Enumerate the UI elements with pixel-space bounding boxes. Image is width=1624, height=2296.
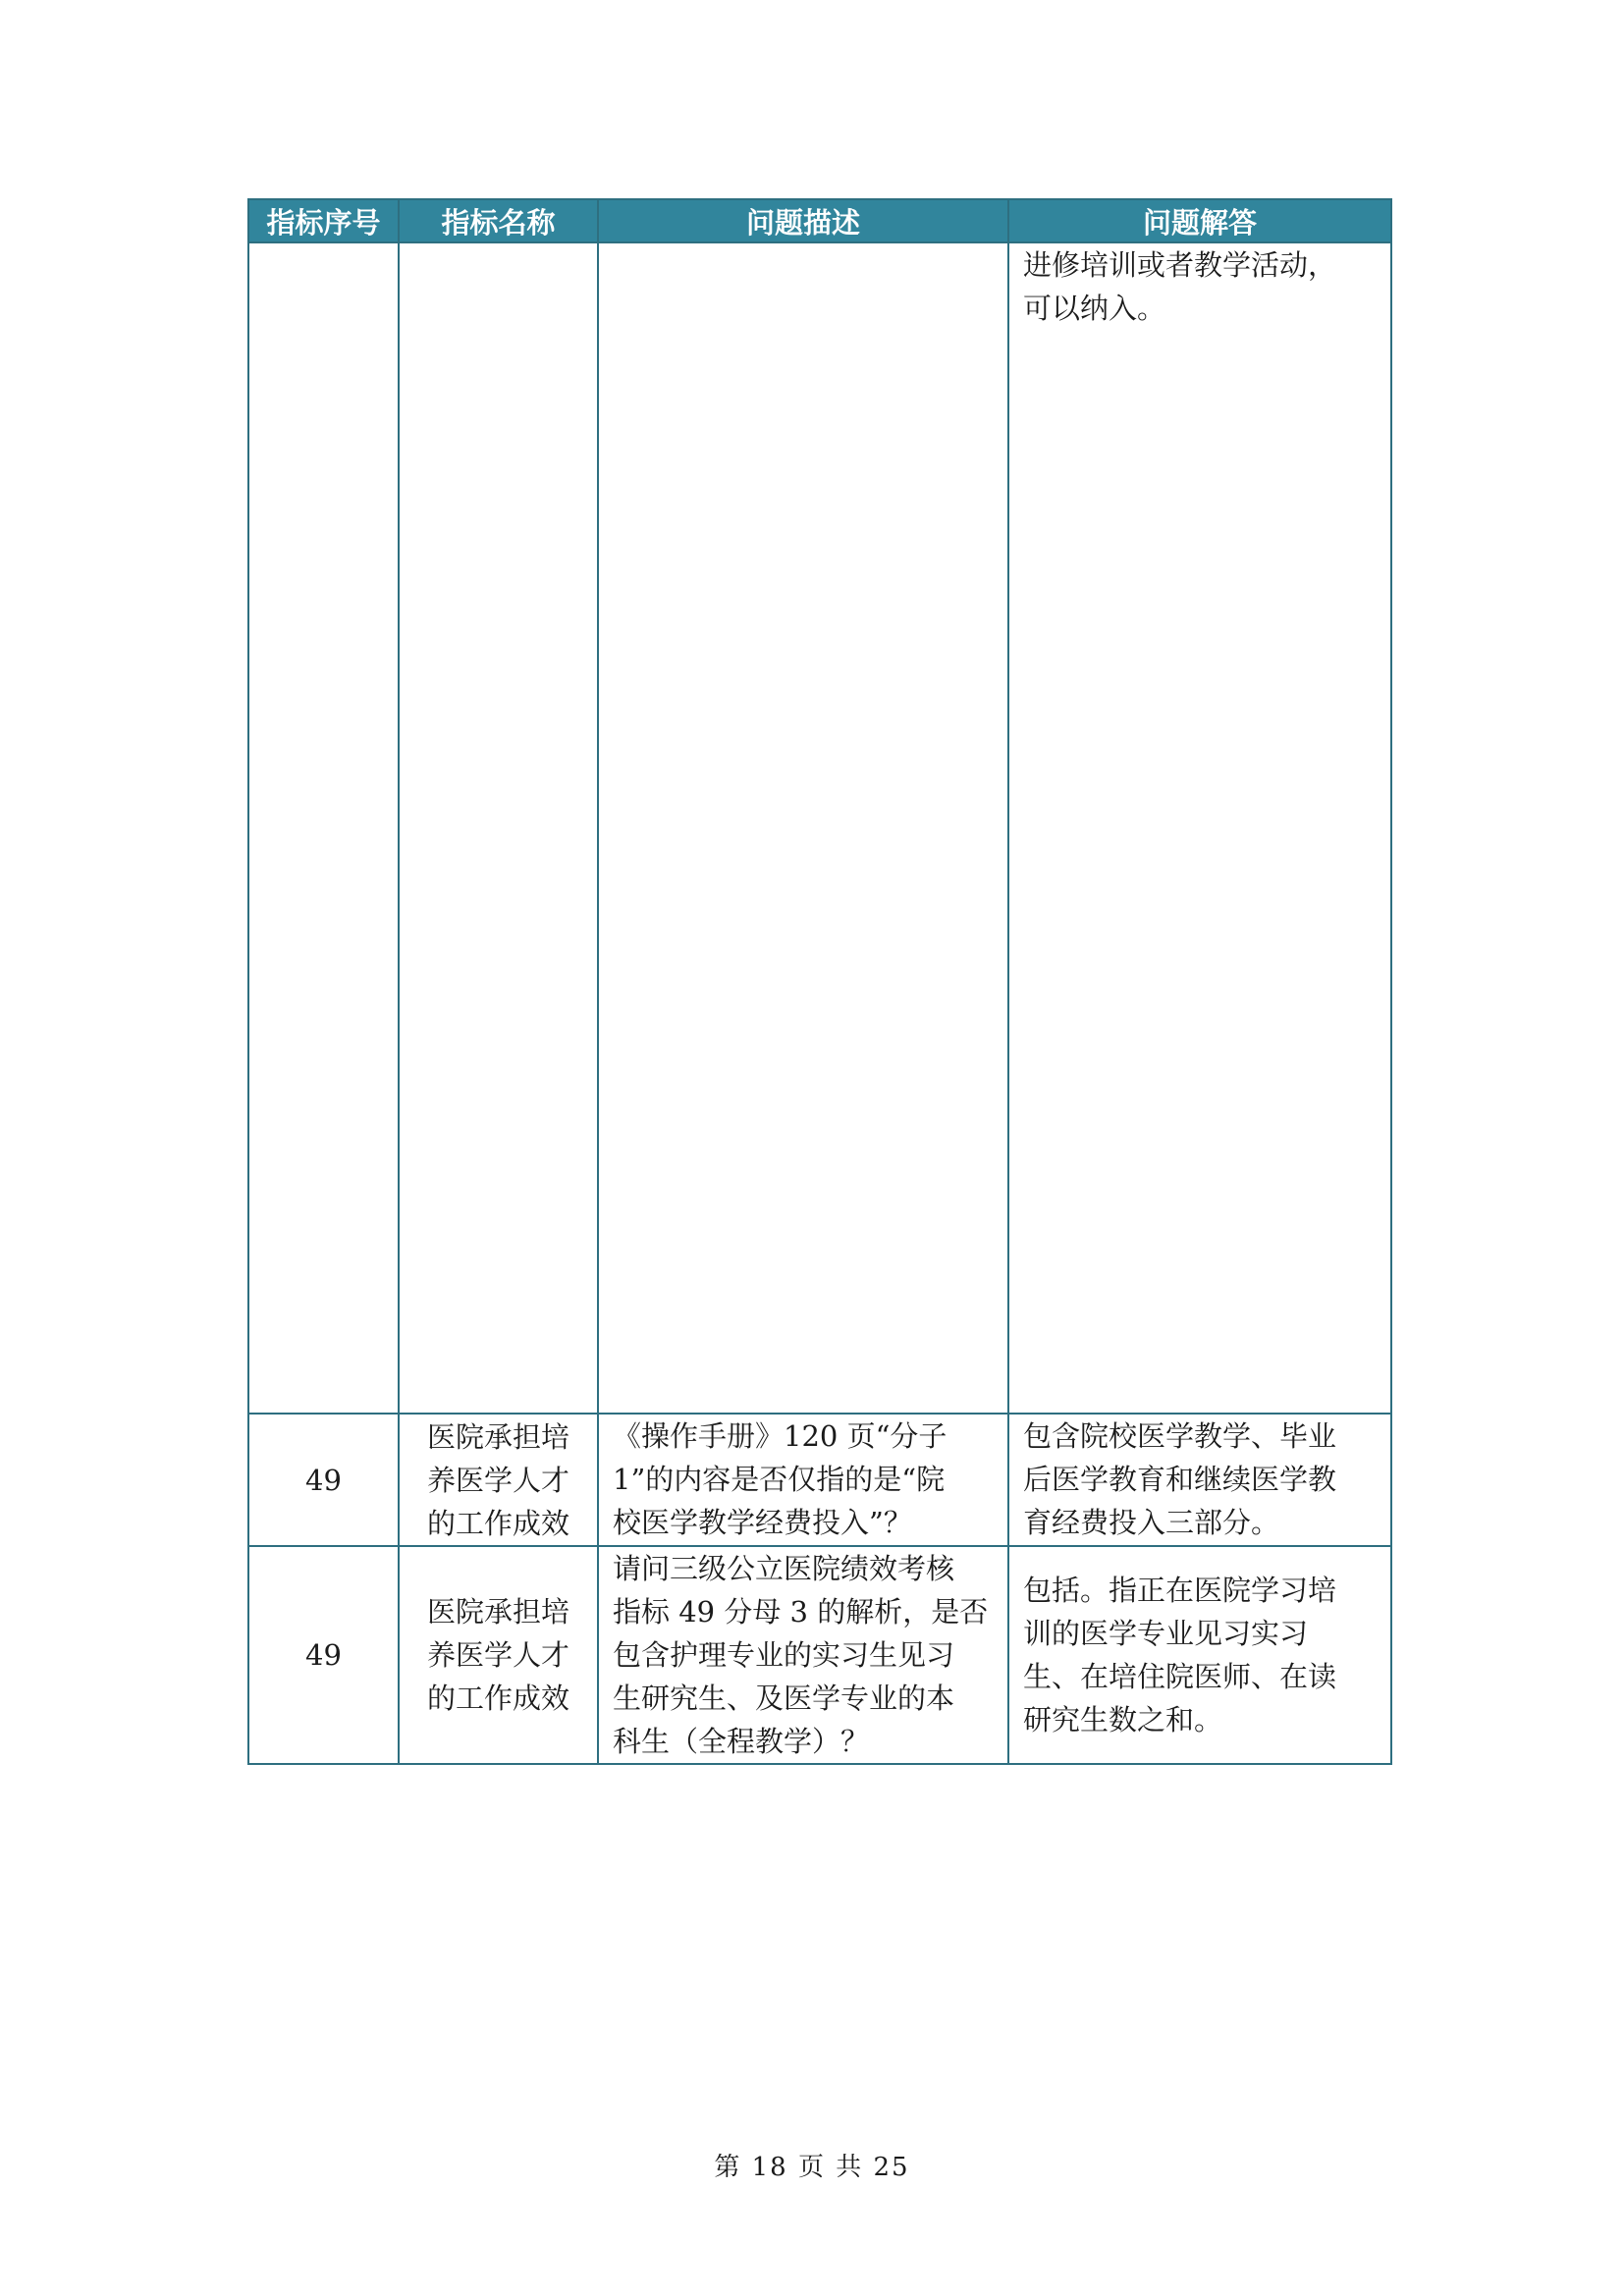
cell-answer: 包括。指正在医院学习培 训的医学专业见习实习 生、在培住院医师、在读 研究生数之和。 [1008, 1546, 1391, 1764]
cell-question: 《操作手册》120 页“分子 1”的内容是否仅指的是“院 校医学教学经费投入”？ [598, 1414, 1008, 1546]
cell-question [598, 242, 1008, 1414]
cell-index [248, 242, 399, 1414]
page-number: 第 18 页 共 25 [714, 2153, 910, 2182]
table-row [248, 1414, 1391, 1546]
cell-index: 49 [248, 1414, 399, 1546]
cell-index: 49 [248, 1546, 399, 1764]
header-question: 问题描述 [598, 199, 1008, 242]
cell-answer: 进修培训或者教学活动， 可以纳入。 [1008, 242, 1391, 1414]
qa-table [247, 198, 1392, 1765]
table-row [248, 242, 1391, 1414]
header-index: 指标序号 [248, 199, 399, 242]
cell-name [399, 242, 598, 1414]
cell-name: 医院承担培 养医学人才 的工作成效 [399, 1414, 598, 1546]
cell-question: 请问三级公立医院绩效考核 指标 49 分母 3 的解析，是否 包含护理专业的实习生见习 生研究生、及医学专业的本 科生（全程教学）？ [598, 1546, 1008, 1764]
header-answer: 问题解答 [1008, 199, 1391, 242]
table-row [248, 1546, 1391, 1764]
cell-name: 医院承担培 养医学人才 的工作成效 [399, 1546, 598, 1764]
table-header-row [248, 199, 1391, 242]
cell-answer: 包含院校医学教学、毕业 后医学教育和继续医学教 育经费投入三部分。 [1008, 1414, 1391, 1546]
header-name: 指标名称 [399, 199, 598, 242]
